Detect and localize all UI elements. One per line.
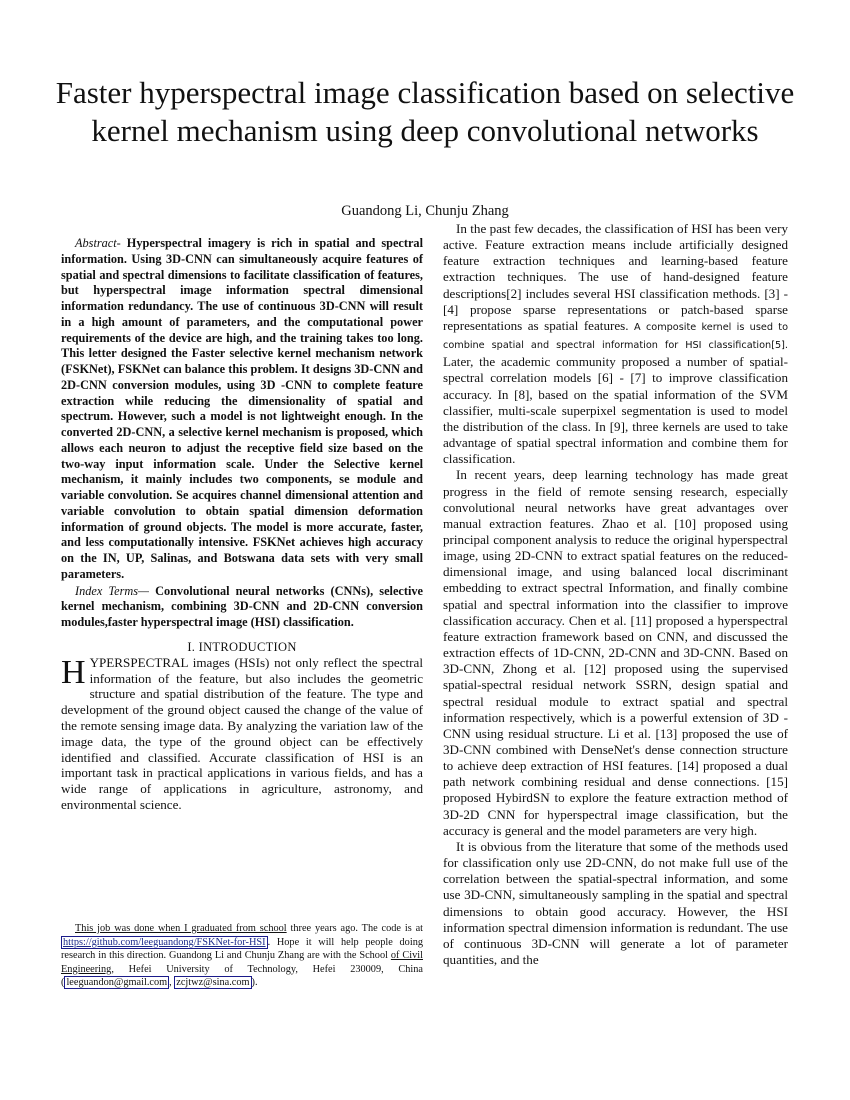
right-column <box>443 221 788 968</box>
footnote-text-4: Hefei University of Technology, Hefei 230009, China ( <box>61 963 423 988</box>
body-paragraph-2: In recent years, deep learning technology has made great progress in the field of remote sensing research, especially convolutional neural networks have great advantages over manual extraction features. Zhao et al. [10] proposed using principal component analysis to reduce the original hyperspectral image, using 2D-CNN to extract spatial features on the reduced-dimensional image, and using balanced local discriminant embedding to extract spectral Information, and finally combine spatial and spectral information into the classifier to improve classification accuracy. Chen et al. [11] proposed a hyperspectral feature extraction framework based on CNN, and discussed the extraction effects of 1D-CNN, 2D-CNN and 3D-CNN. Based on 3D-CNN, Zhong et al. [12] proposed using the supervised spatial-spectral residual network SSRN, design spatial and spectral residual module to extract spatial and spectral information respectively, which is a powerful extension of 3D -CNN using residual structure. Li et al. [13] proposed the use of 3D-CNN combined with DenseNet's dense connection structure to achieve deep extraction of HSI features. [14] proposed a dual path network combining residual and dense connections. [15] proposed HybirdSN to explore the feature extraction method of 3D-2D CNN for hyperspectral image classification, but the accuracy is general and the model parameters are very high. <box>443 467 788 838</box>
left-column <box>61 236 423 813</box>
drop-cap: H <box>61 653 86 691</box>
email-link-1[interactable]: leeguandon@gmail.com <box>66 977 168 988</box>
body-paragraph-1-a: In the past few decades, the classification of HSI has been very active. Feature extraction means include artificially designed feature extraction techniques and learning-based feature extraction techniques. The use of hand-designed feature descriptions[2] includes several HSI classification methods. [3] - [4] propose sparse representations or patch-based sparse representations as spatial features. <box>443 221 788 333</box>
author-list: Guandong Li, Chunju Zhang <box>341 203 509 219</box>
code-link[interactable]: https://github.com/leeguandong/FSKNet-for-HSI <box>63 936 266 948</box>
index-terms <box>61 584 423 631</box>
body-paragraph-3: It is obvious from the literature that some of the methods used for classification only use 2D-CNN, do not make full use of the correlation between the spatial-spectral information, and some use 3D-CNN, simultaneously sampling in the spatial and spectral dimensions to obtain good accuracy. However, the HSI information spectral dimension information is redundant. The use of continuous 3D-CNN will generate a lot of parameter quantities, and the <box>443 838 788 968</box>
footnote-text-1: This job was done when I graduated from school <box>75 923 287 934</box>
footnote-school: of Civil Engineering, <box>61 950 423 975</box>
abstract-lead: Abstract- <box>75 236 121 250</box>
footnote-separator: , <box>169 977 175 988</box>
abstract <box>61 236 423 583</box>
email-link-2[interactable]: zcjtwz@sina.com <box>176 977 250 988</box>
footnote-text-3: . Hope it will help people doing research in this direction. Guandong Li and Chunju Zhang are with the School <box>61 936 423 961</box>
abstract-text: Hyperspectral imagery is rich in spatial and spectral information. Using 3D-CNN can simultaneously acquire features of spatial and spectral dimensions to facilitate classification of features, but hyperspectral image information spectral dimensional information redundancy. The use of continuous 3D-CNN will result in a high amount of parameters, and the computational power requirements of the device are high, and the training takes too long. This letter designed the Faster selective kernel mechanism network (FSKNet), FSKNet can balance this problem. It designs 3D-CNN and 2D-CNN conversion modules, using 3D -CNN to complete feature extraction while reducing the dimensionality of spatial and spectrum. However, such a model is not lightweight enough. In the converted 2D-CNN, a selective kernel mechanism is proposed, which allows each neuron to adjust the receptive field size based on the two-way input information scale. Under the Selective kernel mechanism, it mainly includes two components, se module and variable convolution. Se acquires channel dimensional attention and variable convolution to obtain spatial dimension deformation information of ground objects. The model is more accurate, faster, and less computationally intensive. FSKNet achieves high accuracy on the IN, UP, Salinas, and Botswana data sets with very small parameters. <box>61 236 423 581</box>
body-paragraph-1-sans: A composite kernel is used to combine spatial and spectral information for HSI classification[5]. <box>443 321 788 352</box>
section-heading-introduction: I. INTRODUCTION <box>187 639 297 654</box>
footnote-text-2: three years ago. The code is at <box>286 923 423 934</box>
body-paragraph-1 <box>443 221 788 467</box>
index-terms-text: Convolutional neural networks (CNNs), selective kernel mechanism, combining 3D-CNN and 2D-CNN conversion modules,faster hyperspectral image (HSI) classification. <box>61 583 424 629</box>
footnote-text-5: ). <box>251 977 258 988</box>
index-terms-lead: Index Terms— <box>75 583 149 598</box>
introduction-text: YPERSPECTRAL images (HSIs) not only reflect the spectral information of the feature, but also includes the geometric structure and spatial distribution of the feature. The type and development of the ground object caused the change of the value of the remote sensing image data. By analyzing the variation law of the image data, the type of the ground object can be effectively identified and classified. Accurate classification of HSI is an important task in practical applications in various fields, and has a wide range of applications in agriculture, astronomy, and environmental science. <box>61 654 423 812</box>
footnote <box>61 922 423 990</box>
paper-title: Faster hyperspectral image classification based on selective kernel mechanism using deep convolutional networks <box>55 75 795 148</box>
introduction-paragraph <box>61 655 423 813</box>
body-paragraph-1-b: Later, the academic community proposed a number of spatial-spectral correlation models [6] - [7] to improve classification accuracy. In [8], based on the spatial information of the SVM classifier, multi-scale superpixel segmentation is used to model the distribution of the class. In [9], three kernels are used to take advantage of spatial spectral information and combine them for classification. <box>443 354 788 467</box>
